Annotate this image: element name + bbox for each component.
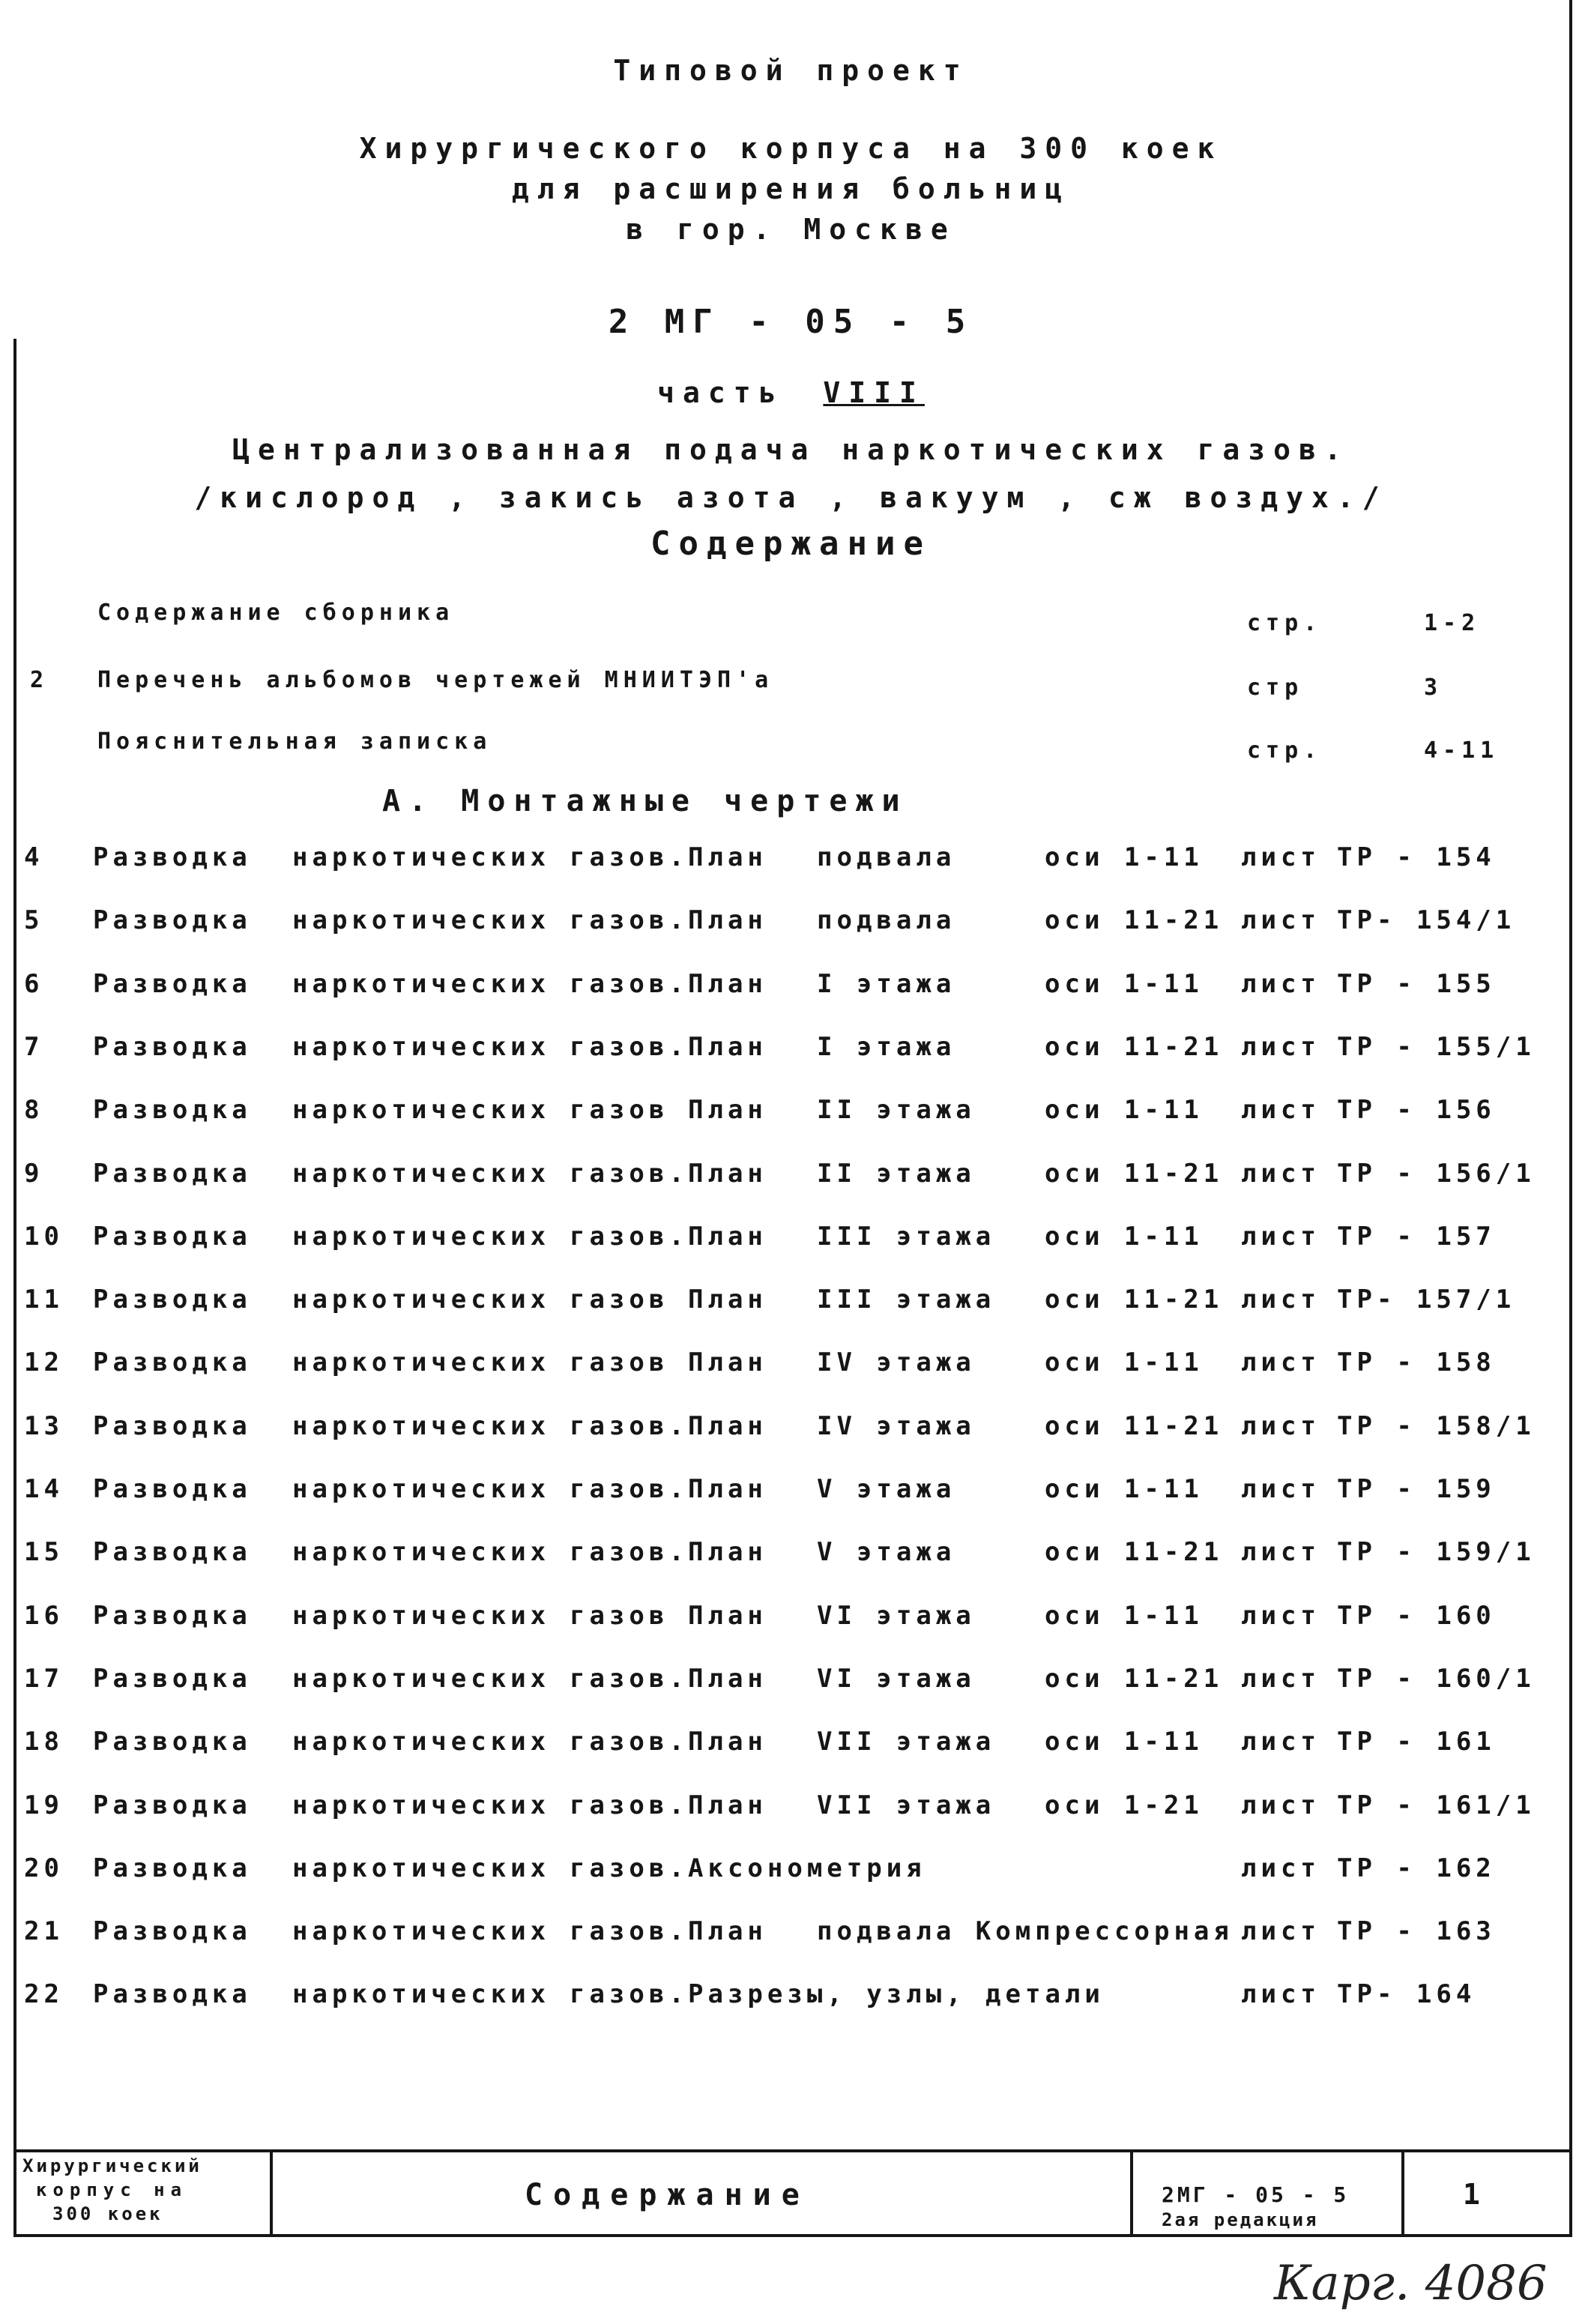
row-sheet: ТР - 159 <box>1337 1474 1496 1504</box>
row-gases: газов. <box>570 1790 689 1820</box>
frame-left-border <box>13 339 16 2237</box>
row-level: VI этажа <box>817 1601 976 1631</box>
row-gases: газов. <box>570 969 689 999</box>
frame-right-border <box>1569 0 1572 2237</box>
preamble-title: Пояснительная записка <box>97 728 492 755</box>
row-plan: План <box>688 1537 767 1567</box>
row-unit: лист <box>1241 1347 1320 1377</box>
row-level: I этажа <box>817 969 956 999</box>
row-subject: наркотических <box>292 1727 551 1757</box>
row-subject: наркотических <box>292 1979 551 2009</box>
project-purpose: для расширения больниц <box>511 172 1071 205</box>
preamble-unit: стр. <box>1247 737 1323 764</box>
row-gases: газов <box>570 1285 669 1315</box>
row-unit: лист <box>1241 1537 1320 1567</box>
org-line-1: Хирургический <box>22 2155 202 2176</box>
doc-type: Типовой проект <box>613 54 969 87</box>
row-number: 12 <box>24 1347 64 1377</box>
row-plan: План <box>688 1032 767 1062</box>
row-gases: газов. <box>570 842 689 872</box>
row-plan: Аксонометрия <box>688 1853 926 1883</box>
row-sheet: ТР - 160 <box>1337 1601 1496 1631</box>
title-block-divider <box>270 2149 273 2237</box>
row-gases: газов <box>570 1347 669 1377</box>
part-heading <box>0 376 1582 409</box>
row-title: Разводка <box>93 905 252 935</box>
archive-signature: Карг. 4086 <box>1274 2256 1548 2311</box>
row-axes: оси 1-11 <box>1045 969 1204 999</box>
row-number: 8 <box>24 1095 44 1125</box>
row-unit: лист <box>1241 1285 1320 1315</box>
row-title: Разводка <box>93 1474 252 1504</box>
project-code: 2 МГ - 05 - 5 <box>608 303 974 341</box>
row-unit: лист <box>1241 1159 1320 1189</box>
row-axes: оси 1-11 <box>1045 1474 1204 1504</box>
row-sheet: ТР - 156/1 <box>1337 1159 1536 1189</box>
row-level: II этажа <box>817 1159 976 1189</box>
row-sheet: ТР - 155/1 <box>1337 1032 1536 1062</box>
row-title: Разводка <box>93 1916 252 1946</box>
row-sheet: ТР - 161 <box>1337 1727 1496 1757</box>
row-level: VII этажа <box>817 1790 996 1820</box>
row-number: 17 <box>24 1664 64 1694</box>
row-axes: оси 1-11 <box>1045 1095 1204 1125</box>
title-block-divider <box>1401 2149 1404 2237</box>
row-sheet: ТР- 164 <box>1337 1979 1476 2009</box>
row-sheet: ТР- 154/1 <box>1337 905 1516 935</box>
row-plan: План <box>688 1601 767 1631</box>
row-gases: газов. <box>570 1664 689 1694</box>
row-plan: План <box>688 1916 767 1946</box>
row-unit: лист <box>1241 1411 1320 1441</box>
project-title: Хирургического корпуса на 300 коек <box>359 132 1223 165</box>
row-unit: лист <box>1241 1601 1320 1631</box>
row-axes: оси 11-21 <box>1045 1664 1224 1694</box>
title-block-sheet: 1 <box>1463 2178 1480 2211</box>
row-axes: оси 11-21 <box>1045 905 1224 935</box>
row-gases: газов <box>570 1095 669 1125</box>
row-plan: План <box>688 1347 767 1377</box>
row-sheet: ТР - 154 <box>1337 842 1496 872</box>
project-location: в гор. Москве <box>626 213 956 246</box>
row-level: VI этажа <box>817 1664 976 1694</box>
row-plan: План <box>688 1474 767 1504</box>
section-heading: А. Монтажные чертежи <box>382 784 908 818</box>
row-unit: лист <box>1241 1032 1320 1062</box>
row-subject: наркотических <box>292 1790 551 1820</box>
row-level: V этажа <box>817 1474 956 1504</box>
row-sheet: ТР - 155 <box>1337 969 1496 999</box>
row-number: 11 <box>24 1285 64 1315</box>
row-sheet: ТР - 161/1 <box>1337 1790 1536 1820</box>
row-unit: лист <box>1241 1853 1320 1883</box>
row-level: IV этажа <box>817 1347 976 1377</box>
row-title: Разводка <box>93 1032 252 1062</box>
row-sheet: ТР- 157/1 <box>1337 1285 1516 1315</box>
row-plan: План <box>688 1790 767 1820</box>
preamble-ref: 4-11 <box>1424 737 1500 764</box>
row-gases: газов. <box>570 1537 689 1567</box>
row-title: Разводка <box>93 1537 252 1567</box>
title-block-divider <box>1130 2149 1133 2237</box>
row-subject: наркотических <box>292 1916 551 1946</box>
row-number: 9 <box>24 1159 44 1189</box>
row-plan: План <box>688 1222 767 1252</box>
row-axes: оси 1-11 <box>1045 1347 1204 1377</box>
org-line-3: 300 коек <box>52 2203 163 2224</box>
row-number: 7 <box>24 1032 44 1062</box>
row-axes: оси 1-21 <box>1045 1790 1204 1820</box>
row-title: Разводка <box>93 1727 252 1757</box>
row-title: Разводка <box>93 1979 252 2009</box>
row-axes: оси 11-21 <box>1045 1537 1224 1567</box>
row-plan: План <box>688 905 767 935</box>
row-sheet: ТР - 162 <box>1337 1853 1496 1883</box>
row-gases: газов. <box>570 1979 689 2009</box>
row-subject: наркотических <box>292 905 551 935</box>
row-unit: лист <box>1241 1916 1320 1946</box>
row-unit: лист <box>1241 905 1320 935</box>
preamble-unit: стр <box>1247 674 1304 701</box>
row-sheet: ТР - 160/1 <box>1337 1664 1536 1694</box>
row-subject: наркотических <box>292 1159 551 1189</box>
row-subject: наркотических <box>292 1664 551 1694</box>
row-level: III этажа <box>817 1222 996 1252</box>
row-plan: План <box>688 1411 767 1441</box>
row-subject: наркотических <box>292 1537 551 1567</box>
row-number: 5 <box>24 905 44 935</box>
row-number: 19 <box>24 1790 64 1820</box>
row-plan: План <box>688 842 767 872</box>
row-level: I этажа <box>817 1032 956 1062</box>
row-axes: оси 11-21 <box>1045 1411 1224 1441</box>
title-block-edition: 2ая редакция <box>1162 2209 1319 2230</box>
preamble-ref: 1-2 <box>1424 610 1481 636</box>
row-title: Разводка <box>93 1601 252 1631</box>
row-sheet: ТР - 163 <box>1337 1916 1496 1946</box>
title-block-name: Содержание <box>525 2178 810 2212</box>
row-axes: оси 11-21 <box>1045 1285 1224 1315</box>
row-gases: газов. <box>570 1727 689 1757</box>
row-title: Разводка <box>93 1411 252 1441</box>
row-title: Разводка <box>93 1664 252 1694</box>
row-plan: План <box>688 1159 767 1189</box>
row-level: II этажа <box>817 1095 976 1125</box>
contents-title: Содержание <box>650 525 932 563</box>
row-subject: наркотических <box>292 1474 551 1504</box>
row-title: Разводка <box>93 842 252 872</box>
row-number: 21 <box>24 1916 64 1946</box>
row-subject: наркотических <box>292 1411 551 1441</box>
row-unit: лист <box>1241 1790 1320 1820</box>
row-subject: наркотических <box>292 1285 551 1315</box>
row-title: Разводка <box>93 1285 252 1315</box>
subject-line: Централизованная подача наркотических газов. <box>232 433 1350 466</box>
row-subject: наркотических <box>292 1347 551 1377</box>
title-block-code: 2МГ - 05 - 5 <box>1162 2182 1350 2207</box>
row-gases: газов. <box>570 1222 689 1252</box>
row-level: подвала <box>817 842 956 872</box>
row-unit: лист <box>1241 1979 1320 2009</box>
row-gases: газов. <box>570 905 689 935</box>
row-title: Разводка <box>93 1853 252 1883</box>
row-unit: лист <box>1241 1474 1320 1504</box>
row-number: 4 <box>24 842 44 872</box>
title-block-top-line <box>13 2149 1572 2152</box>
row-gases: газов. <box>570 1853 689 1883</box>
row-axes: оси 1-11 <box>1045 842 1204 872</box>
row-subject: наркотических <box>292 1222 551 1252</box>
row-plan: План <box>688 1727 767 1757</box>
row-axes: оси 11-21 <box>1045 1032 1224 1062</box>
row-number: 13 <box>24 1411 64 1441</box>
row-gases: газов. <box>570 1159 689 1189</box>
row-sheet: ТР - 157 <box>1337 1222 1496 1252</box>
row-gases: газов. <box>570 1474 689 1504</box>
row-unit: лист <box>1241 842 1320 872</box>
row-title: Разводка <box>93 1159 252 1189</box>
row-axes: оси 1-11 <box>1045 1727 1204 1757</box>
row-gases: газов. <box>570 1032 689 1062</box>
preamble-number: 2 <box>30 667 49 693</box>
row-number: 16 <box>24 1601 64 1631</box>
row-title: Разводка <box>93 1790 252 1820</box>
row-number: 6 <box>24 969 44 999</box>
row-plan: Разрезы, узлы, детали <box>688 1979 1105 2009</box>
row-subject: наркотических <box>292 969 551 999</box>
row-number: 22 <box>24 1979 64 2009</box>
row-axes: оси 11-21 <box>1045 1159 1224 1189</box>
row-axes: оси 1-11 <box>1045 1222 1204 1252</box>
row-title: Разводка <box>93 1347 252 1377</box>
row-number: 15 <box>24 1537 64 1567</box>
row-level: IV этажа <box>817 1411 976 1441</box>
preamble-ref: 3 <box>1424 674 1443 701</box>
row-plan: План <box>688 1664 767 1694</box>
row-level: III этажа <box>817 1285 996 1315</box>
row-unit: лист <box>1241 969 1320 999</box>
row-title: Разводка <box>93 1222 252 1252</box>
row-unit: лист <box>1241 1727 1320 1757</box>
row-title: Разводка <box>93 1095 252 1125</box>
row-subject: наркотических <box>292 1095 551 1125</box>
row-number: 10 <box>24 1222 64 1252</box>
row-gases: газов <box>570 1601 669 1631</box>
org-line-2: корпус на <box>36 2179 188 2200</box>
part-label: часть <box>657 376 785 409</box>
row-plan: План <box>688 969 767 999</box>
row-sheet: ТР - 156 <box>1337 1095 1496 1125</box>
row-plan: План <box>688 1095 767 1125</box>
row-unit: лист <box>1241 1664 1320 1694</box>
row-axes: оси 1-11 <box>1045 1601 1204 1631</box>
preamble-title: Перечень альбомов чертежей МНИИТЭП'а <box>97 667 774 693</box>
part-number: VIII <box>823 376 925 409</box>
preamble-unit: стр. <box>1247 610 1323 636</box>
row-number: 18 <box>24 1727 64 1757</box>
row-number: 20 <box>24 1853 64 1883</box>
row-level: подвала <box>817 905 956 935</box>
row-unit: лист <box>1241 1222 1320 1252</box>
row-number: 14 <box>24 1474 64 1504</box>
row-subject: наркотических <box>292 842 551 872</box>
row-sheet: ТР - 158/1 <box>1337 1411 1536 1441</box>
row-gases: газов. <box>570 1411 689 1441</box>
row-plan: План <box>688 1285 767 1315</box>
row-title: Разводка <box>93 969 252 999</box>
title-block-bottom-line <box>13 2234 1572 2237</box>
row-level: VII этажа <box>817 1727 996 1757</box>
row-sheet: ТР - 159/1 <box>1337 1537 1536 1567</box>
row-subject: наркотических <box>292 1032 551 1062</box>
row-gases: газов. <box>570 1916 689 1946</box>
row-subject: наркотических <box>292 1853 551 1883</box>
row-level: подвала Компрессорная <box>817 1916 1234 1946</box>
gases-list: /кислород , закись азота , вакуум , сж воздух./ <box>194 481 1388 514</box>
row-unit: лист <box>1241 1095 1320 1125</box>
row-sheet: ТР - 158 <box>1337 1347 1496 1377</box>
preamble-title: Содержание сборника <box>97 600 455 626</box>
row-subject: наркотических <box>292 1601 551 1631</box>
row-level: V этажа <box>817 1537 956 1567</box>
